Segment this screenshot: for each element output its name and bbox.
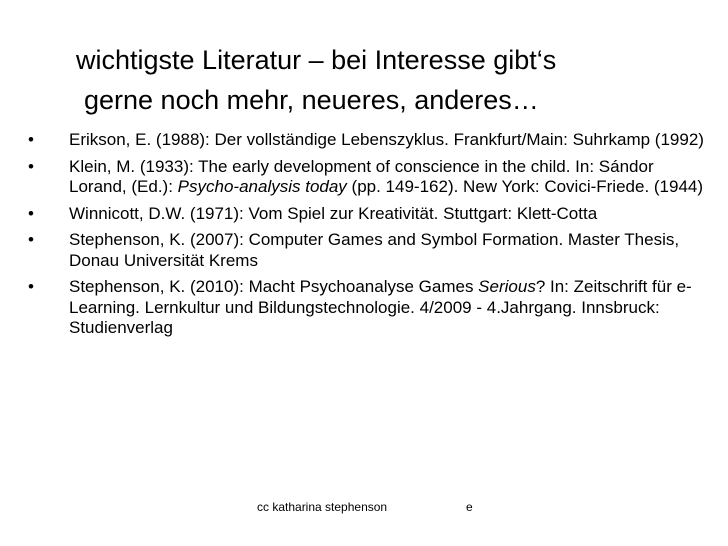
footer-mark: e	[466, 500, 473, 514]
bullet-icon: •	[28, 156, 34, 176]
reference-text: Klein, M. (1933): The early development of conscience in the child. In: Sándor Lorand, (Ed.):	[69, 156, 654, 196]
reference-italic-title: Serious	[478, 277, 536, 296]
reference-text: Erikson, E. (1988): Der vollständige Lebenszyklus. Frankfurt/Main: Suhrkamp (1992)	[69, 130, 704, 149]
slide-title-line-2: gerne noch mehr, neueres, anderes…	[84, 85, 539, 116]
reference-text: ? In: Zeitschrift für e-Learning. Lernkultur und Bildungstechnologie. 4/2009 - 4.Jahrgang. Innsbruck: Studienverlag	[69, 277, 692, 337]
bullet-icon: •	[28, 130, 34, 149]
reference-list	[28, 130, 708, 345]
slide-title	[76, 40, 716, 120]
reference-item	[28, 277, 708, 339]
reference-text: Stephenson, K. (2010): Macht Psychoanalyse Games	[69, 277, 479, 296]
reference-text: Winnicott, D.W. (1971): Vom Spiel zur Kreativität. Stuttgart: Klett-Cotta	[69, 203, 598, 223]
reference-italic-title: Psycho-analysis today	[177, 177, 347, 196]
reference-item	[28, 157, 708, 198]
slide-title-line-1: wichtigste Literatur – bei Interesse gibt‘s	[76, 45, 557, 76]
reference-item	[28, 130, 708, 151]
reference-item	[28, 204, 708, 225]
reference-item	[28, 230, 708, 271]
slide-footer	[0, 500, 728, 520]
footer-credit: cc katharina stephenson	[257, 500, 388, 514]
reference-text: (pp. 149-162). New York: Covici-Friede. (1944)	[346, 177, 704, 196]
bullet-icon: •	[28, 230, 34, 249]
bullet-icon: •	[28, 203, 34, 223]
bullet-icon: •	[28, 277, 34, 296]
reference-text: Stephenson, K. (2007): Computer Games and Symbol Formation. Master Thesis, Donau Universität Krems	[69, 230, 680, 270]
